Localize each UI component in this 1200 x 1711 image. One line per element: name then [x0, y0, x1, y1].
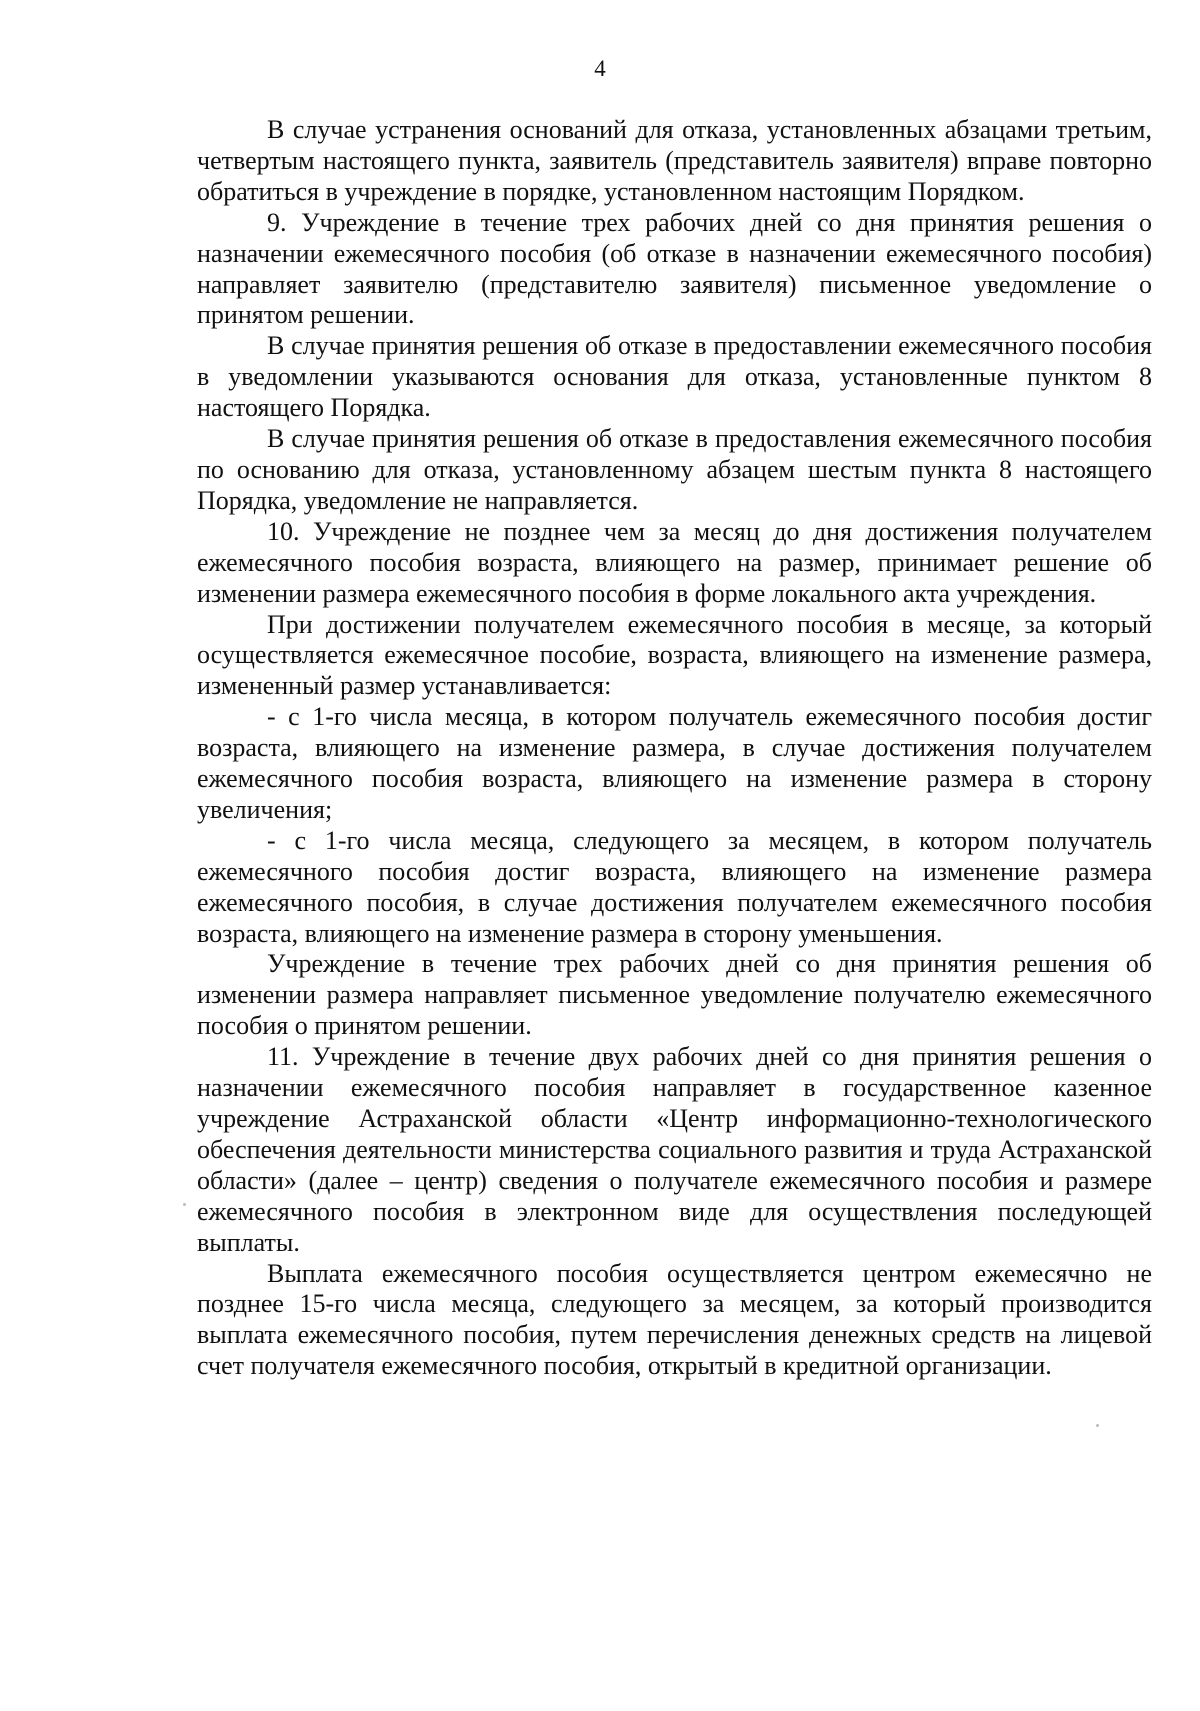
paragraph-refusal-grounds: В случае принятия решения об отказе в предоставлении ежемесячного пособия в уведомлении указываются основания для отказа, установленные пунктом 8 настоящего Порядка.	[197, 331, 1152, 423]
paragraph-item-11: 11. Учреждение в течение двух рабочих дней со дня принятия решения о назначении ежемесячного пособия направляет в государственное казенное учреждение Астраханской области «Центр информационно-технологического обеспечения деятельности министерства социального развития и труда Астраханской области» (далее – центр) сведения о получателе ежемесячного пособия и размере ежемесячного пособия в электронном виде для осуществления последующей выплаты.	[197, 1042, 1152, 1257]
paragraph-item-9: 9. Учреждение в течение трех рабочих дней со дня принятия решения о назначении ежемесячного пособия (об отказе в назначении ежемесячного пособия) направляет заявителю (представителю заявителя) письменное уведомление о принятом решении.	[197, 207, 1152, 330]
paragraph-change-notification: Учреждение в течение трех рабочих дней со дня принятия решения об изменении размера направляет письменное уведомление получателю ежемесячного пособия о принятом решении.	[197, 949, 1152, 1041]
paragraph-item-10: 10. Учреждение не позднее чем за месяц до дня достижения получателем ежемесячного пособия возраста, влияющего на размер, принимает решение об изменении размера ежемесячного пособия в форме локального акта учреждения.	[197, 516, 1152, 608]
paragraph-no-notification: В случае принятия решения об отказе в предоставления ежемесячного пособия по основанию для отказа, установленному абзацем шестым пункта 8 настоящего Порядка, уведомление не направляется.	[197, 424, 1152, 515]
list-item-increase: - с 1-го числа месяца, в котором получатель ежемесячного пособия достиг возраста, влияющего на изменение размера, в случае достижения получателем ежемесячного пособия возраста, влияющего на изменение размера в сторону увеличения;	[197, 702, 1152, 824]
paragraph-age-change: При достижении получателем ежемесячного пособия в месяце, за который осуществляется ежемесячное пособие, возраста, влияющего на изменение размера, измененный размер устанавливается:	[197, 609, 1152, 701]
list-item-decrease: - с 1-го числа месяца, следующего за месяцем, в котором получатель ежемесячного пособия достиг возраста, влияющего на изменение размера ежемесячного пособия, в случае достижения получателем ежемесячного пособия возраста, влияющего на изменение размера в сторону уменьшения.	[197, 825, 1152, 948]
document-body	[197, 115, 1152, 1382]
paragraph-reapply: В случае устранения оснований для отказа, установленных абзацами третьим, четвертым настоящего пункта, заявитель (представитель заявителя) вправе повторно обратиться в учреждение в порядке, установленном настоящим Порядком.	[197, 115, 1152, 206]
scan-speck	[183, 1203, 186, 1206]
scan-speck	[1096, 1424, 1099, 1427]
paragraph-payment: Выплата ежемесячного пособия осуществляется центром ежемесячно не позднее 15-го числа месяца, следующего за месяцем, за который производится выплата ежемесячного пособия, путем перечисления денежных средств на лицевой счет получателя ежемесячного пособия, открытый в кредитной организации.	[197, 1258, 1152, 1381]
page-number: 4	[594, 56, 606, 81]
